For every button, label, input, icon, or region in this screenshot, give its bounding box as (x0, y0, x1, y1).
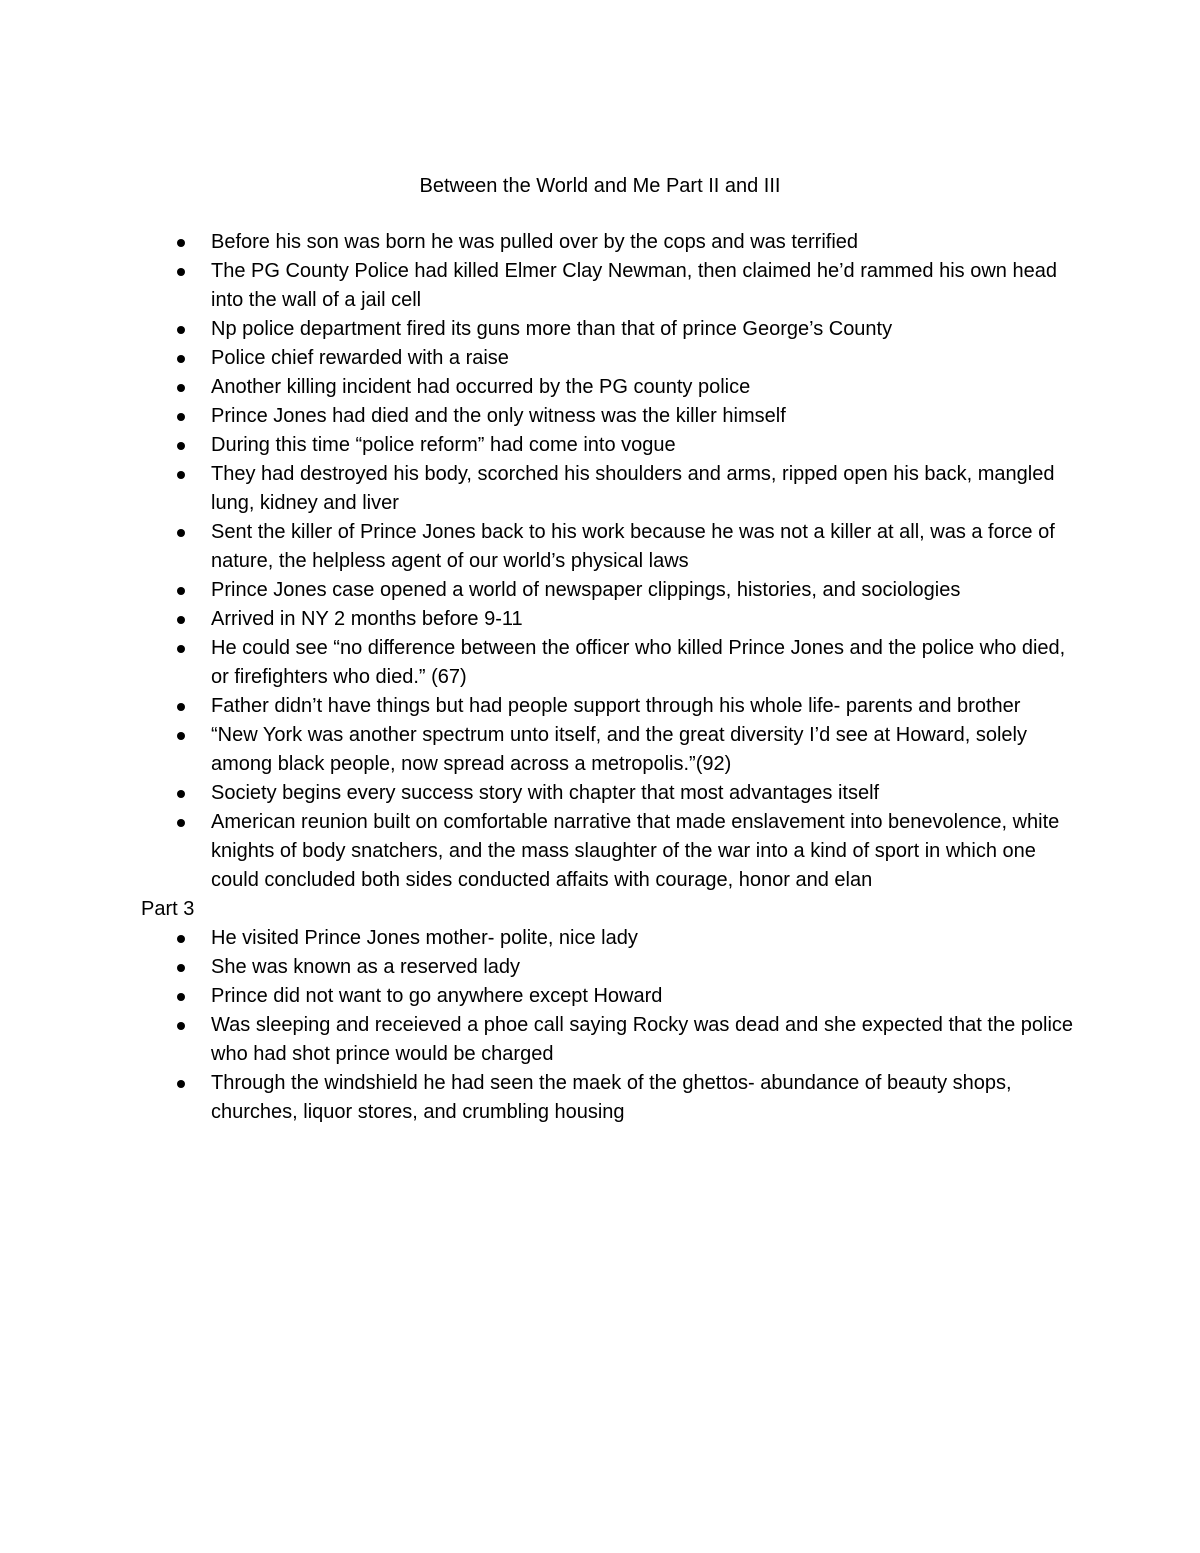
list-item (141, 431, 1081, 460)
document-title: Between the World and Me Part II and III (419, 175, 781, 197)
bullet-icon (177, 616, 185, 624)
list-item-text: Before his son was born he was pulled over by the cops and was terrified (211, 231, 859, 253)
list-item-text: She was known as a reserved lady (211, 956, 521, 978)
bullet-icon (177, 1022, 185, 1030)
list-item (141, 605, 1081, 634)
bullet-icon (177, 993, 185, 1001)
list-item-text: Society begins every success story with chapter that most advantages itself (211, 782, 880, 804)
bullet-icon (177, 268, 185, 276)
document-body (141, 228, 1081, 1127)
list-item-text: Another killing incident had occurred by the PG county police (211, 376, 751, 398)
list-item-text: He could see “no difference between the officer who killed Prince Jones and the police who died, or firefighters who died.” (67) (211, 637, 1066, 688)
list-item-text: During this time “police reform” had come into vogue (211, 434, 676, 456)
bullet-icon (177, 355, 185, 363)
list-item-text: “New York was another spectrum unto itself, and the great diversity I’d see at Howard, solely among black people, now spread across a metropolis.”(92) (211, 724, 1027, 775)
bullet-icon (177, 326, 185, 334)
bullet-icon (177, 732, 185, 740)
list-item-text: Arrived in NY 2 months before 9-11 (211, 608, 523, 630)
list-item-text: Father didn’t have things but had people support through his whole life- parents and brother (211, 695, 1021, 717)
list-item-text: Through the windshield he had seen the maek of the ghettos- abundance of beauty shops, churches, liquor stores, and crumbling housing (211, 1072, 1012, 1123)
list-item-text: Prince did not want to go anywhere except Howard (211, 985, 663, 1007)
list-item-text: Was sleeping and receieved a phoe call saying Rocky was dead and she expected that the police who had shot prince would be charged (211, 1014, 1074, 1065)
list-item (141, 344, 1081, 373)
bullet-icon (177, 471, 185, 479)
list-item-text: Prince Jones case opened a world of newspaper clippings, histories, and sociologies (211, 579, 961, 601)
bullet-icon (177, 935, 185, 943)
part3-bullet-list (141, 924, 1081, 1127)
list-item (141, 518, 1081, 576)
bullet-icon (177, 819, 185, 827)
list-item-text: The PG County Police had killed Elmer Clay Newman, then claimed he’d rammed his own head into the wall of a jail cell (211, 260, 1057, 311)
bullet-icon (177, 442, 185, 450)
list-item (141, 228, 1081, 257)
part3-heading: Part 3 (141, 898, 195, 920)
list-item (141, 373, 1081, 402)
list-item (141, 953, 1081, 982)
bullet-icon (177, 964, 185, 972)
bullet-icon (177, 413, 185, 421)
bullet-icon (177, 703, 185, 711)
bullet-icon (177, 645, 185, 653)
list-item (141, 721, 1081, 779)
bullet-icon (177, 790, 185, 798)
list-item-text: Sent the killer of Prince Jones back to his work because he was not a killer at all, was a force of nature, the helpless agent of our world’s physical laws (211, 521, 1055, 572)
list-item-text: Np police department fired its guns more than that of prince George’s County (211, 318, 893, 340)
list-item (141, 1069, 1081, 1127)
list-item-text: Police chief rewarded with a raise (211, 347, 509, 369)
bullet-icon (177, 587, 185, 595)
list-item-text: Prince Jones had died and the only witness was the killer himself (211, 405, 786, 427)
list-item (141, 257, 1081, 315)
list-item-text: He visited Prince Jones mother- polite, nice lady (211, 927, 638, 949)
list-item (141, 924, 1081, 953)
bullet-icon (177, 239, 185, 247)
bullet-icon (177, 529, 185, 537)
list-item-text: American reunion built on comfortable narrative that made enslavement into benevolence, white knights of body snatchers, and the mass slaughter of the war into a kind of sport in which one could concluded both sides conducted affaits with courage, honor and elan (211, 811, 1060, 891)
list-item (141, 808, 1081, 895)
bullet-icon (177, 1080, 185, 1088)
list-item (141, 402, 1081, 431)
list-item (141, 1011, 1081, 1069)
list-item (141, 982, 1081, 1011)
list-item (141, 634, 1081, 692)
list-item (141, 692, 1081, 721)
bullet-icon (177, 384, 185, 392)
list-item (141, 460, 1081, 518)
part2-bullet-list (141, 228, 1081, 895)
list-item (141, 576, 1081, 605)
list-item (141, 779, 1081, 808)
list-item (141, 315, 1081, 344)
list-item-text: They had destroyed his body, scorched his shoulders and arms, ripped open his back, mangled lung, kidney and liver (211, 463, 1055, 514)
